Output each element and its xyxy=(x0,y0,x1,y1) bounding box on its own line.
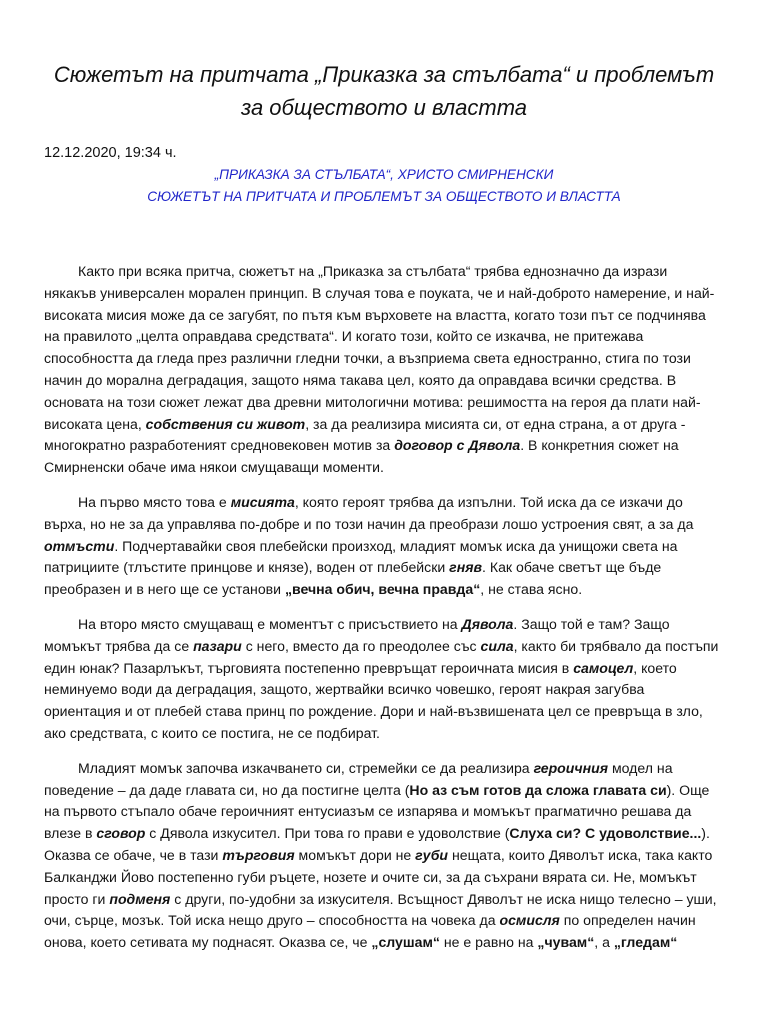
text-span: с Дявола изкусител. При това го прави е удоволствие ( xyxy=(145,825,510,842)
paragraph-4 xyxy=(44,758,720,954)
subheading-line-2: СЮЖЕТЪТ НА ПРИТЧАТА И ПРОБЛЕМЪТ ЗА ОБЩЕСТВОТО И ВЛАСТТА xyxy=(147,189,621,204)
article-body xyxy=(44,261,720,967)
bold-quote: „слушам“ xyxy=(371,934,440,951)
page-title xyxy=(40,58,728,124)
text-span: модел на поведение – да даде главата си, но да постигне целта ( xyxy=(44,759,673,798)
emphasis: пазари xyxy=(193,637,242,654)
text-span: , както би трябвало да постъпи един юнак? Пазарлъкът, търговията постепенно превръщат героичната мисия в xyxy=(44,637,719,676)
emphasis: гняв xyxy=(449,559,483,576)
text-span: , а xyxy=(594,934,614,951)
text-span: нещата, които Дяволът иска, така както Балканджи Йово постепенно губи ръцете, нозете и очите си, за да съхрани вярата си. Не, момъкът просто ги xyxy=(44,846,713,907)
emphasis: подменя xyxy=(109,890,171,907)
text-span: с него, вместо да го преодолее със xyxy=(241,637,481,654)
emphasis: героичния xyxy=(533,759,609,776)
emphasis: губи xyxy=(415,846,449,863)
text-span: не е равно на xyxy=(439,934,538,951)
text-span: . Как обаче светът ще бъде преобразен и в него ще се установи xyxy=(44,559,662,598)
text-span: , не става ясно. xyxy=(480,581,583,598)
text-span: Младият момък започва изкачването си, стремейки се да реализира xyxy=(78,759,534,776)
text-span: момъкът дори не xyxy=(294,846,416,863)
text-span: ). Оказва се обаче, че в тази xyxy=(44,825,710,863)
emphasis: договор с Дявола xyxy=(394,437,521,454)
subheading xyxy=(40,164,728,208)
text-span: На второ място смущаващ е моментът с присъствието на xyxy=(78,615,462,632)
paragraph-1 xyxy=(44,261,720,479)
text-span: , която героят трябва да изпълни. Той иска да се изкачи до върха, но не за да управлява по-добре и по този начин да преобрази лошо устроения свят, а за да xyxy=(44,493,694,532)
paragraph-3 xyxy=(44,614,720,745)
text-span: На първо място това е xyxy=(78,493,231,510)
emphasis: осмисля xyxy=(499,912,560,929)
bold-quote: „гледам“ xyxy=(613,934,678,951)
emphasis: Дявола xyxy=(461,615,514,632)
emphasis: самоцел xyxy=(573,659,634,676)
text-span: , за да реализира мисията си, от една страна, а от друга - многократно разработеният средновековен мотив за xyxy=(44,415,686,454)
text-span: с други, по-удобни за изкусителя. Всъщност Дяволът не иска нищо телесно – уши, очи, сърце, мозък. Той иска нещо друго – способността на човека да xyxy=(44,890,717,929)
title-line-2: за обществото и властта xyxy=(240,95,528,120)
paragraph-2 xyxy=(44,492,720,601)
emphasis: сговор xyxy=(96,825,146,842)
text-span: . Защо той е там? Защо момъкът трябва да се xyxy=(44,615,670,654)
bold-quote: „вечна обич, вечна правда“ xyxy=(284,581,481,598)
title-line-1: Сюжетът на притчата „Приказка за стълбата“ и проблемът xyxy=(53,62,715,87)
text-span: Както при всяка притча, сюжетът на „Приказка за стълбата“ трябва еднозначно да изрази някакъв универсален морален принцип. В случая това е поуката, че и най-доброто намерение, и най-високата мисия може да се загубят, по пътя към върховете на властта, когато този път се подчинява на правилото „целта оправдава средствата“. И когато този, който се изкачва, не притежава способността да гледа през различни гледни точки, а възприема света едностранно, стига по този начин до морална деградация, защото няма такава цел, която да оправдава всички средства. В основата на този сюжет лежат два древни митологични мотива: решимостта на героя да плати най-високата цена, xyxy=(44,263,715,432)
text-span: по определен начин онова, което сетивата му поднасят. Оказва се, че xyxy=(44,912,696,951)
text-span: . В конкретния сюжет на Смирненски обаче има някои смущаващи моменти. xyxy=(44,437,679,476)
emphasis: мисията xyxy=(230,493,295,510)
emphasis: сила xyxy=(480,637,514,654)
text-span: ). Още на първото стъпало обаче героичният ентусиазъм се изпарява и момъкът прагматично решава да влезе в xyxy=(44,781,710,842)
bold-quote: „чувам“ xyxy=(537,934,595,951)
emphasis: отмъсти xyxy=(44,537,115,554)
subheading-line-1: „ПРИКАЗКА ЗА СТЪЛБАТА“, ХРИСТО СМИРНЕНСКИ xyxy=(214,167,554,182)
text-span: . Подчертавайки своя плебейски произход, младият момък иска да унищожи света на патрициите (тлъстите принцове и князе), воден от плебейски xyxy=(44,537,678,576)
bold-quote: Но аз съм готов да сложа главата си xyxy=(409,781,667,798)
text-span: , което неминуемо води да деградация, защото, жертвайки всичко човешко, героят накрая загубва ориентация и от плебей става принц по рождение. Дори и най-възвишената цел се превръща в зло, ако средствата, с които се постига, не се подбират. xyxy=(44,659,703,741)
emphasis: собствения си живот xyxy=(145,415,306,432)
publication-date: 12.12.2020, 19:34 ч. xyxy=(44,145,177,161)
emphasis: търговия xyxy=(222,846,295,863)
bold-quote: Слуха си? С удоволствие... xyxy=(509,825,702,842)
